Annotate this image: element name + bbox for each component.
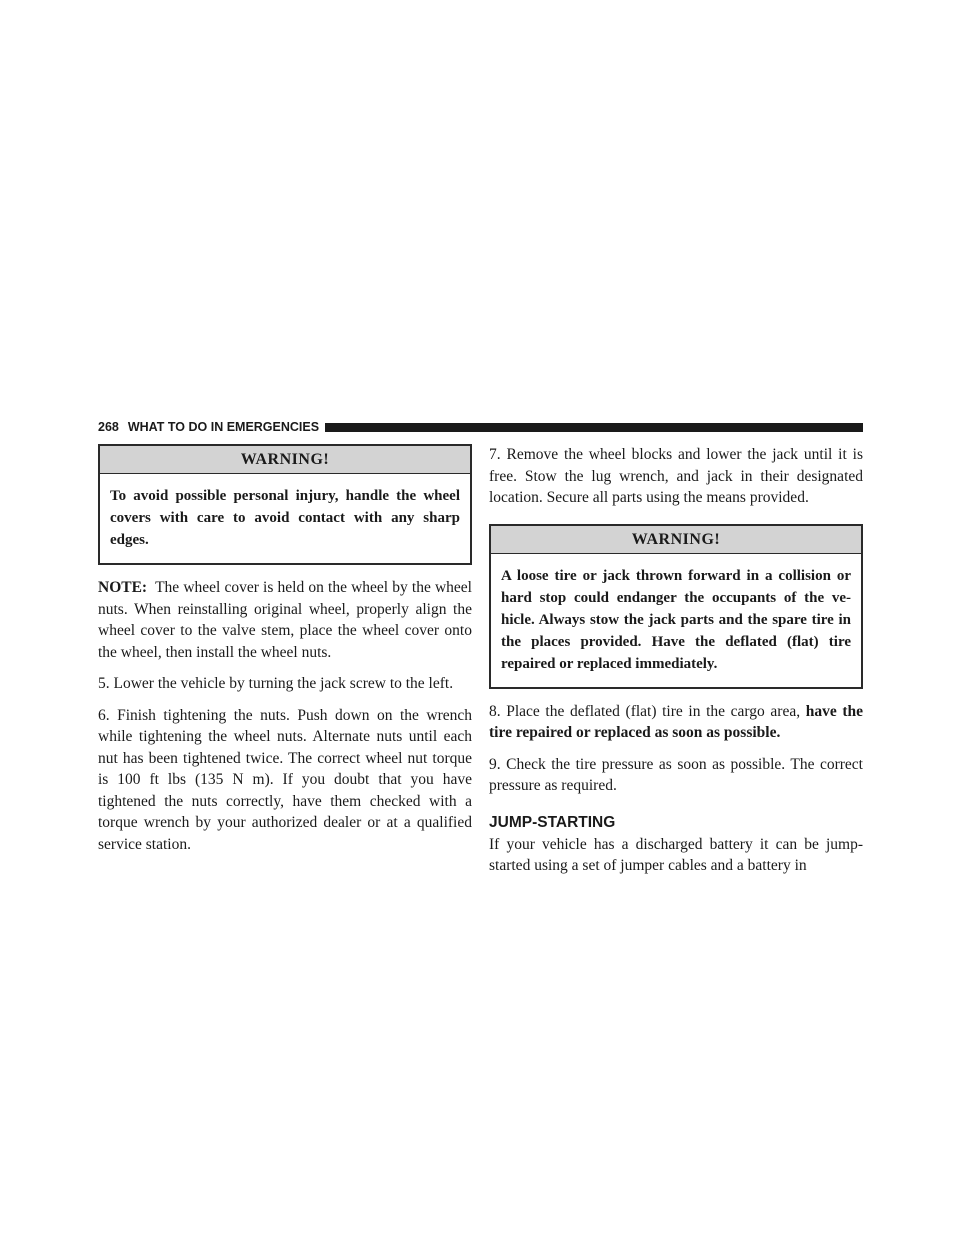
warning-box-2 xyxy=(489,524,863,689)
section-title: WHAT TO DO IN EMERGENCIES xyxy=(127,420,320,434)
step-7: 7. Remove the wheel blocks and lower the jack until it is free. Stow the lug wrench, and jack in their designated location. Secure all parts using the means provided. xyxy=(489,446,863,506)
warning-title: WARNING! xyxy=(100,446,470,474)
left-column xyxy=(98,444,472,855)
step-8-text: 8. Place the deflated (flat) tire in the cargo area, xyxy=(489,702,806,720)
note-label: NOTE: xyxy=(98,579,148,596)
warning-title-2: WARNING! xyxy=(491,526,861,554)
warning-text: To avoid possible personal injury, handle the wheel covers with care to avoid contact with any sharp edges. xyxy=(110,488,460,548)
note-text: The wheel cover is held on the wheel by the wheel nuts. When reinstalling original wheel, properly align the wheel cover to the valve stem, place the wheel cover onto the wheel, then install the wheel nuts. xyxy=(98,579,472,661)
header-rule xyxy=(325,423,863,432)
jump-starting-heading: JUMP-STARTING xyxy=(489,813,616,831)
right-column xyxy=(489,444,863,877)
step-6: 6. Finish tightening the nuts. Push down on the wrench while tightening the wheel nuts. Alternate nuts until each nut has been tightened twice. The correct wheel nut torque is 100 ft lbs (135 N m). If you doubt that you have tightened the nuts correctly, have them checked with a torque wrench by your authorized dealer or at a qualified service station. xyxy=(98,706,472,853)
step-8 xyxy=(489,701,863,744)
warning-box xyxy=(98,444,472,565)
step-9: 9. Check the tire pressure as soon as possible. The correct pressure as required. xyxy=(489,755,863,794)
page-number: 268 xyxy=(98,420,119,434)
page-header xyxy=(98,419,863,435)
warning-text-2: A loose tire or jack thrown forward in a collision or hard stop could endanger the occupants of the ve-hicle. Always stow the jack parts and the spare tire in the places provided. Have the deflated (flat) tire repaired or replaced immediately. xyxy=(501,567,851,672)
step-5: 5. Lower the vehicle by turning the jack screw to the left. xyxy=(98,675,454,692)
jump-starting-text: If your vehicle has a discharged battery it can be jump-started using a set of jumper cables and a battery in xyxy=(489,835,863,874)
note-paragraph xyxy=(98,577,472,663)
step-8-bold: have the tire repaired or replaced as soon as possible. xyxy=(489,702,863,741)
